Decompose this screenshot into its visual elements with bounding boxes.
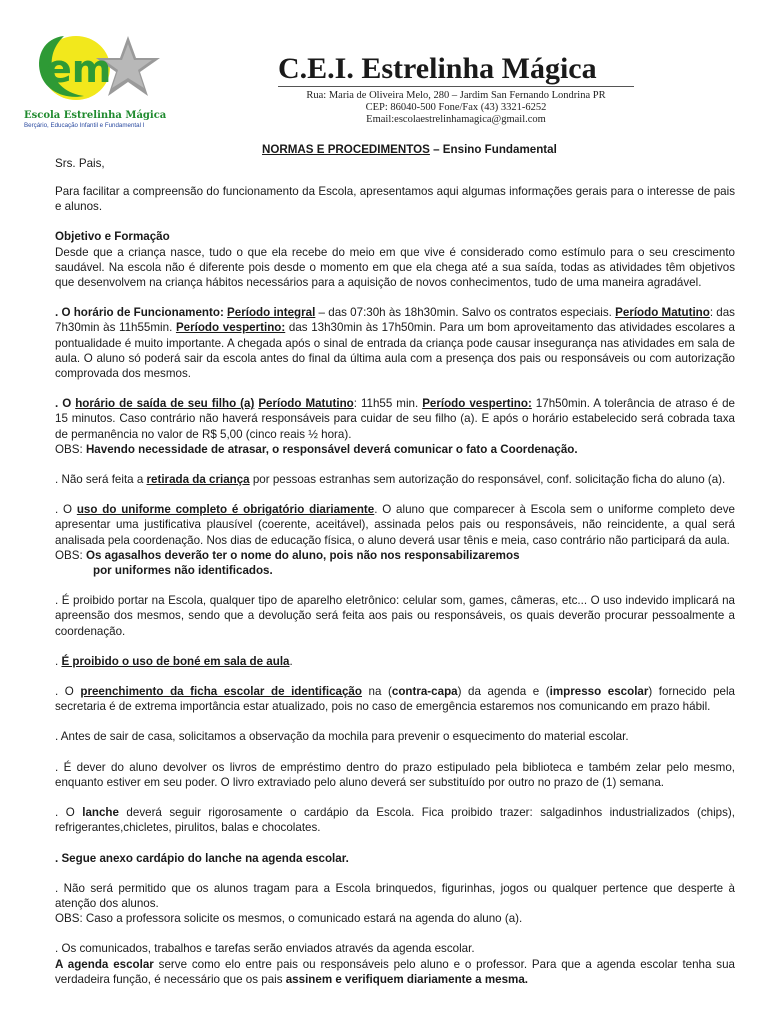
heading-main: NORMAS E PROCEDIMENTOS — [262, 143, 430, 156]
greeting: Srs. Pais, — [55, 157, 105, 170]
cardapio-paragraph: . Segue anexo cardápio do lanche na agenda escolar. — [55, 851, 349, 865]
bone-paragraph: . É proibido o uso de boné em sala de aula. — [55, 654, 293, 668]
ficha-paragraph: . O preenchimento da ficha escolar de identificação na (contra-capa) da agenda e (impresso escolar) fornecido pela secretaria é de extrema importância estar atualizado, pois no caso de emergência estaremos nos comunicando em prazo hábil. — [55, 685, 735, 714]
uniforme-obs: OBS: Os agasalhos deverão ter o nome do aluno, pois não nos responsabilizaremos — [55, 548, 520, 562]
uniforme-paragraph: . O uso do uniforme completo é obrigatório diariamente. O aluno que comparecer à Escola sem o uniforme completo deve apresentar uma justificativa plausível (coerente, aceitável), assinada pelos pais ou responsáveis, não reincidente, a qual será analisada pela coordenação. Nos dias de educação física, o aluno deverá usar tênis e meia, caso contrário não participará da aula. — [55, 503, 735, 547]
agenda-paragraph: A agenda escolar serve como elo entre pais ou responsáveis pelo aluno e o professor. Para que a agenda escolar tenha sua verdadeira função, é necessário que os pais assinem e verifiquem diariamente a mesma. — [55, 957, 735, 986]
mochila-paragraph: . Antes de sair de casa, solicitamos a observação da mochila para prevenir o esquecimento do material escolar. — [55, 730, 629, 744]
logo-tagline: Berçário, Educação Infantil e Fundamental I — [24, 122, 145, 129]
logo-school-name: Escola Estrelinha Mágica — [24, 110, 167, 121]
livros-paragraph: . É dever do aluno devolver os livros de empréstimo dentro do prazo estipulado pela biblioteca e também zelar pelo mesmo, enquanto estiver em seu poder. O livro extraviado pelo aluno deverá ser substituído por outro no prazo de (1) semana. — [55, 760, 735, 789]
saida-paragraph: . O horário de saída de seu filho (a) Período Matutino: 11h55 min. Período vespertino: 17h50min. A tolerância de atraso é de 15 minutos. Caso contrário não haverá responsáveis para cuidar de seu filho (a). E após o horário estabelecido será cobrada taxa de permanência no valor de R$ 5,00 (cinco reais ½ hora). — [55, 397, 735, 441]
objetivo-title: Objetivo e Formação — [55, 230, 170, 244]
brinquedos-paragraph: . Não será permitido que os alunos tragam para a Escola brinquedos, figurinhas, jogos ou qualquer pertence que desperte à atenção dos alunos. — [55, 881, 735, 910]
cep-phone-line: CEP: 86040-500 Fone/Fax (43) 3321-6252 — [365, 102, 547, 113]
email-line: Email:escolaestrelinhamagica@gmail.com — [366, 114, 546, 125]
intro-paragraph: Para facilitar a compreensão do funcionamento da Escola, apresentamos aqui algumas informações gerais para o interesse de pais e alunos. — [55, 185, 735, 214]
document-heading — [262, 143, 557, 156]
horario-paragraph: . O horário de Funcionamento: Período integral – das 07:30h às 18h30min. Salvo os contratos especiais. Período Matutino: das 7h30min às 11h55min. Período vespertino: das 13h30min às 17h50min. Para um bom aproveitamento das atividades escolares a pontualidade é muito importante. A chegada após o sinal de entrada da criança pode causar insegurança nas atividades em sala de aula. O aluno só poderá sair da escola antes do final da última aula com a presença dos pais ou responsáveis ou com autorização comprovada dos mesmos. — [55, 306, 735, 381]
brinquedos-obs: OBS: Caso a professora solicite os mesmos, o comunicado estará na agenda do aluno (a). — [55, 912, 523, 926]
document-body — [55, 184, 735, 987]
logo-emblem-icon — [24, 30, 170, 110]
school-title: C.E.I. Estrelinha Mágica — [278, 52, 597, 85]
eletronicos-paragraph: . É proibido portar na Escola, qualquer tipo de aparelho eletrônico: celular som, games, câmeras, etc... O uso indevido implicará na apreensão dos mesmos, sendo que a devolução será feita aos pais ou responsáveis, os quais deverão procurar pessoalmente a coordenação. — [55, 594, 735, 638]
heading-rest: – Ensino Fundamental — [429, 143, 557, 156]
school-logo — [24, 30, 170, 128]
logo-letters: em — [46, 47, 112, 91]
retirada-paragraph: . Não será feita a retirada da criança por pessoas estranhas sem autorização do responsável, conf. solicitação ficha do aluno (a). — [55, 473, 726, 487]
title-divider — [278, 86, 634, 87]
comunicados-paragraph: . Os comunicados, trabalhos e tarefas serão enviados através da agenda escolar. — [55, 942, 475, 956]
lanche-paragraph: . O lanche deverá seguir rigorosamente o cardápio da Escola. Fica proibido trazer: salgadinhos industrializados (chips), refrigerantes,chicletes, pirulitos, balas e chocolates. — [55, 806, 736, 835]
saida-obs: OBS: Havendo necessidade de atrasar, o responsável deverá comunicar o fato a Coordenação. — [55, 442, 578, 456]
objetivo-paragraph: Desde que a criança nasce, tudo o que ela recebe do meio em que vive é considerado como estímulo para o seu crescimento saudável. Na escola não é diferente pois desde o momento em que ela chega até a sua saída, todas as atividades têm objetivos que desenvolvem na criança hábitos necessários para a aquisição de novos conhecimentos, tudo de uma maneira agradável. — [55, 245, 735, 290]
address-line: Rua: Maria de Oliveira Melo, 280 – Jardim San Fernando Londrina PR — [306, 90, 606, 101]
uniforme-obs-cont: por uniformes não identificados. — [93, 564, 273, 578]
